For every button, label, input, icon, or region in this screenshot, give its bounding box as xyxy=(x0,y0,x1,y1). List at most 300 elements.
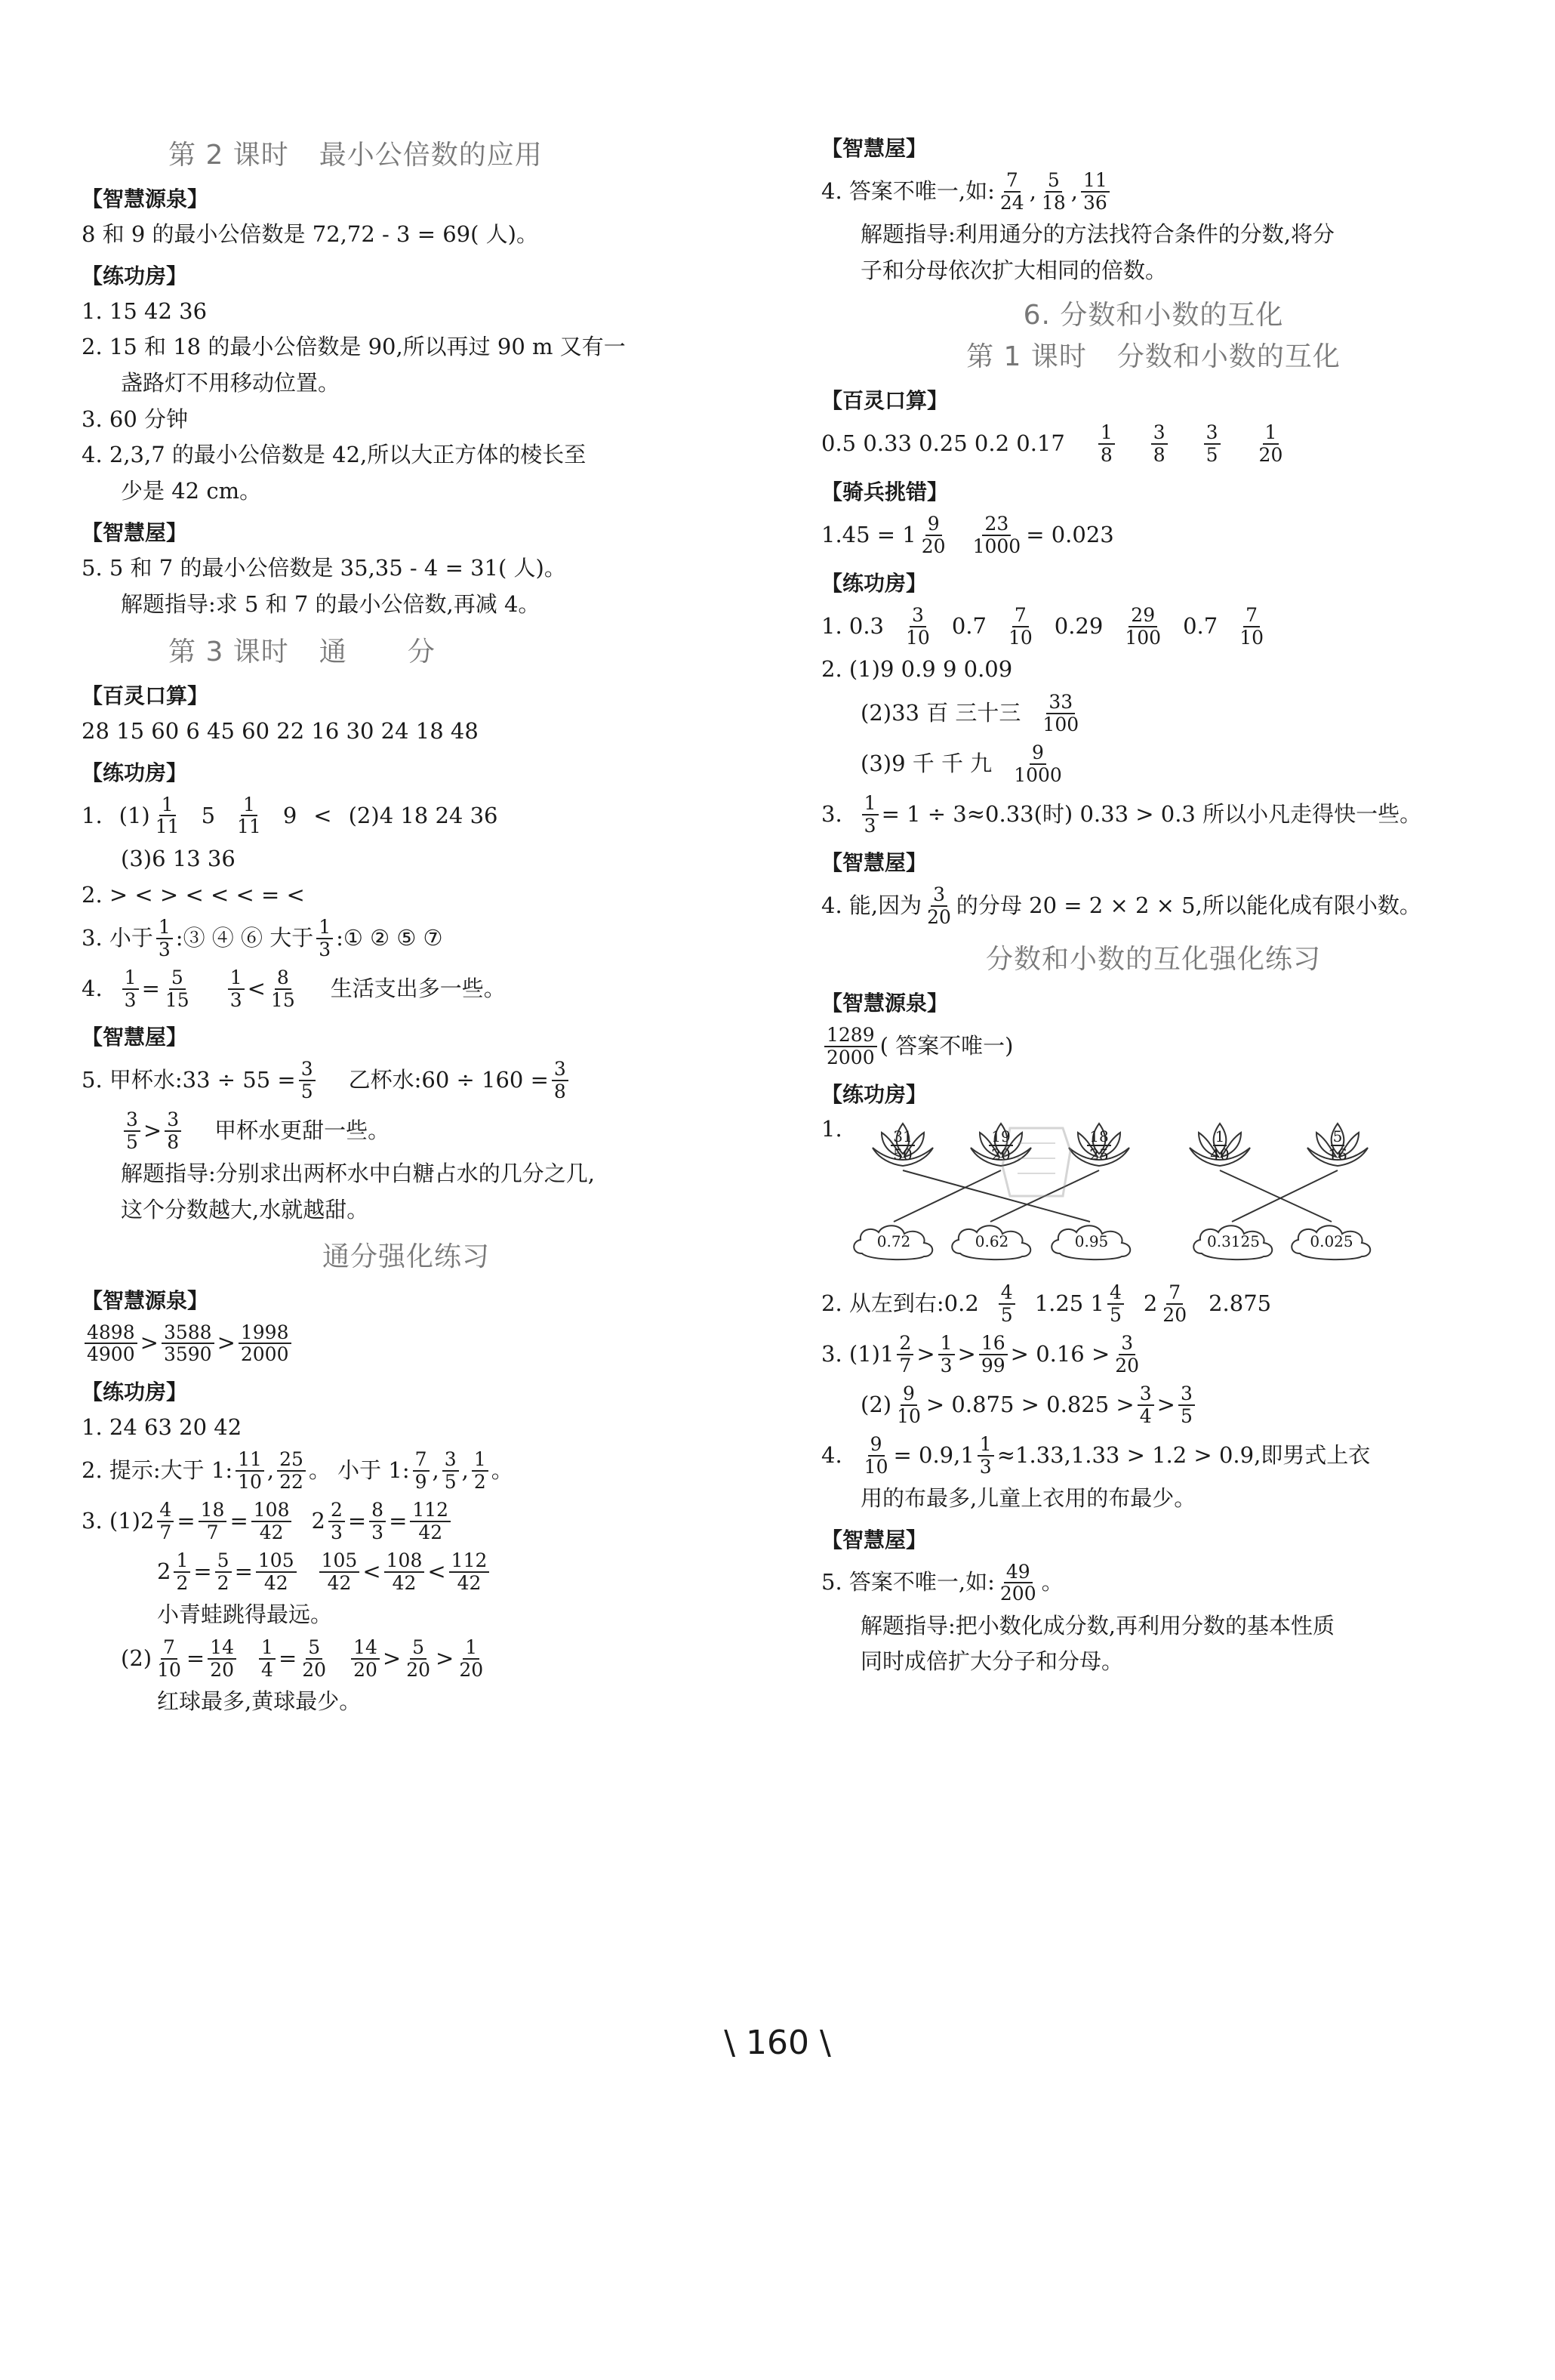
hint-line: 解题指导:把小数化成分数,再利用分数的基本性质 xyxy=(861,1612,1335,1639)
numerator: 1 xyxy=(316,917,333,939)
numerator: 5 xyxy=(410,1637,426,1660)
denominator: 16 xyxy=(1328,1145,1347,1164)
numerator: 112 xyxy=(449,1550,490,1573)
section-title-lesson-1 xyxy=(821,335,1486,374)
answer-line-q4 xyxy=(82,967,731,1010)
fraction xyxy=(1178,1383,1195,1426)
text: 甲杯水更甜一些。 xyxy=(214,1117,390,1143)
denominator: 18 xyxy=(1041,191,1066,214)
fraction xyxy=(228,967,245,1010)
fraction xyxy=(300,1637,328,1680)
fraction xyxy=(162,1322,214,1365)
numerator: 9 xyxy=(925,513,942,536)
text: 4. xyxy=(821,1441,842,1468)
numerator: 7 xyxy=(413,1449,430,1472)
denominator: 3 xyxy=(864,814,876,837)
numerator: 4 xyxy=(157,1500,174,1522)
fraction xyxy=(199,1500,227,1543)
denominator: 3 xyxy=(371,1521,384,1543)
cloud-decimal-5 xyxy=(1286,1220,1377,1262)
text: , xyxy=(461,1457,469,1483)
denominator: 10 xyxy=(906,626,930,649)
hint-line: 解题指导:求 5 和 7 的最小公倍数,再减 4。 xyxy=(121,590,540,617)
cloud-value: 0.025 xyxy=(1310,1232,1353,1251)
fraction xyxy=(328,1500,345,1543)
tag-zhihuiwu: 【智慧屋】 xyxy=(821,136,928,161)
text: < xyxy=(247,975,266,1001)
tag-liangongfang: 【练功房】 xyxy=(82,760,188,785)
fraction xyxy=(904,605,932,648)
text: > xyxy=(140,1330,159,1356)
denominator: 4900 xyxy=(87,1343,135,1366)
fraction xyxy=(1107,1282,1124,1325)
answer-line xyxy=(821,513,1486,556)
denominator: 15 xyxy=(270,988,295,1011)
numerator: 5 xyxy=(1045,170,1062,193)
answer-line xyxy=(82,1449,731,1492)
fraction xyxy=(999,1282,1015,1325)
text: (2)4 18 24 36 xyxy=(348,802,498,828)
answer-line xyxy=(821,793,1486,836)
tag-zhihuiwu: 【智慧屋】 xyxy=(821,1527,928,1552)
denominator: 11 xyxy=(237,815,261,838)
numerator: 1 xyxy=(472,1449,488,1472)
cloud-value: 0.72 xyxy=(876,1232,911,1251)
fraction xyxy=(1098,422,1115,465)
numerator: 1 xyxy=(122,967,139,990)
denominator: 20 xyxy=(302,1658,327,1681)
answer-line xyxy=(82,1637,731,1680)
tag-zhihuiwu: 【智慧屋】 xyxy=(82,1025,188,1050)
fraction xyxy=(1204,422,1221,465)
fraction xyxy=(157,1500,174,1543)
denominator: 20 xyxy=(991,1145,1011,1164)
numerator: 1 xyxy=(159,794,176,817)
tag-bailing-kousuan: 【百灵口算】 xyxy=(821,388,949,414)
fraction xyxy=(404,1637,433,1680)
text: = xyxy=(193,1558,212,1584)
fraction xyxy=(1087,1128,1110,1163)
tag-qibing-tiaocuo: 【骑兵挑错】 xyxy=(821,479,949,505)
numerator: 3 xyxy=(165,1109,181,1132)
fraction xyxy=(1326,1128,1349,1163)
fraction xyxy=(174,1550,190,1593)
denominator: 42 xyxy=(418,1521,443,1543)
denominator: 10 xyxy=(1239,626,1264,649)
denominator: 36 xyxy=(1082,191,1107,214)
section-title-lcm-application xyxy=(82,134,731,172)
answer-line xyxy=(821,692,1486,735)
denominator: 5 xyxy=(1000,1303,1013,1326)
text: 2. 从左到右:0.2 xyxy=(821,1290,979,1316)
cloud-value: 0.95 xyxy=(1074,1232,1109,1251)
numerator: 7 xyxy=(1243,605,1260,627)
numerator: 1 xyxy=(174,1550,190,1573)
fraction xyxy=(153,794,182,837)
answer-line: 3. 60 分钟 xyxy=(82,405,189,432)
denominator: 8 xyxy=(1100,443,1113,466)
numerator: 7 xyxy=(1166,1282,1183,1305)
text: 乙杯水:60 ÷ 160 = xyxy=(348,1066,549,1093)
fraction xyxy=(208,1637,236,1680)
denominator: 99 xyxy=(981,1354,1005,1377)
denominator: 7 xyxy=(206,1521,219,1543)
text: 5. 甲杯水:33 ÷ 55 = xyxy=(82,1066,296,1093)
link-line xyxy=(894,1170,1001,1222)
numerator: 2 xyxy=(897,1333,913,1355)
fraction xyxy=(239,1322,291,1365)
numerator: 3 xyxy=(1204,422,1221,445)
text: , xyxy=(432,1457,439,1483)
link-line xyxy=(1220,1170,1332,1222)
text: 2. 提示:大于 1: xyxy=(82,1457,233,1483)
denominator: 22 xyxy=(279,1470,303,1493)
answer-line xyxy=(82,1322,731,1365)
numerator: 8 xyxy=(275,967,291,990)
hint-line: 解题指导:分别求出两杯水中白糖占水的几分之几, xyxy=(121,1161,595,1187)
text: 4. 能,因为 xyxy=(821,892,922,918)
denominator: 2000 xyxy=(827,1046,875,1068)
numerator: 1 xyxy=(1098,422,1115,445)
numerator: 5 xyxy=(306,1637,322,1660)
denominator: 9 xyxy=(414,1470,427,1493)
text: < xyxy=(313,802,332,828)
denominator: 42 xyxy=(263,1571,288,1594)
text: (2) xyxy=(861,1391,892,1417)
fraction xyxy=(1237,605,1266,648)
numerator: 105 xyxy=(256,1550,297,1573)
numerator: 9 xyxy=(1030,742,1046,765)
fraction xyxy=(259,1637,276,1680)
denominator: 40 xyxy=(1210,1145,1230,1164)
denominator: 42 xyxy=(259,1521,284,1543)
fraction xyxy=(862,1434,891,1477)
numerator: 3 xyxy=(124,1109,140,1132)
hint-line: 解题指导:利用通分的方法找符合条件的分数,将分 xyxy=(861,221,1335,247)
answer-line: (3)6 13 36 xyxy=(121,845,236,871)
fraction xyxy=(457,1637,485,1680)
numerator: 108 xyxy=(251,1500,292,1522)
answer-line xyxy=(821,1282,1486,1325)
denominator: 1000 xyxy=(1014,763,1062,786)
denominator: 8 xyxy=(553,1080,566,1102)
tag-bailing-kousuan: 【百灵口算】 xyxy=(82,683,209,709)
denominator: 5 xyxy=(444,1470,457,1493)
text: < xyxy=(427,1558,446,1584)
numerator: 5 xyxy=(215,1550,232,1573)
answer-line xyxy=(821,742,1486,785)
text: = 0.9,1 xyxy=(893,1441,975,1468)
numerator: 1998 xyxy=(239,1322,291,1345)
text: 3. (1)1 xyxy=(821,1340,895,1367)
text: 2 xyxy=(1143,1290,1158,1316)
tag-zhihui-yuanquan: 【智慧源泉】 xyxy=(82,187,209,211)
text: (2) xyxy=(121,1645,152,1671)
numerator: 23 xyxy=(982,513,1011,536)
text: 。 小于 1: xyxy=(308,1457,410,1483)
numerator: 1 xyxy=(1213,1128,1227,1146)
title-lesson: 第 3 课时 xyxy=(168,637,289,668)
numerator: 18 xyxy=(199,1500,227,1522)
denominator: 15 xyxy=(165,988,189,1011)
numerator: 3588 xyxy=(162,1322,214,1345)
denominator: 1000 xyxy=(972,535,1021,557)
numerator: 11 xyxy=(1081,170,1110,193)
denominator: 5 xyxy=(126,1130,138,1153)
text: > xyxy=(916,1340,935,1367)
text: (3)9 千 千 九 xyxy=(861,750,993,776)
answer-line xyxy=(821,605,1486,648)
text: ( 答案不唯一) xyxy=(879,1032,1014,1059)
answer-line xyxy=(82,1109,731,1152)
fraction xyxy=(998,170,1027,213)
fraction xyxy=(410,1500,451,1543)
title-topic: 最小公倍数的应用 xyxy=(319,140,543,171)
fraction xyxy=(163,967,192,1010)
fraction xyxy=(155,1637,183,1680)
answer-line: 1. 15 42 36 xyxy=(82,298,208,324)
title-topic-a: 通 xyxy=(319,637,347,668)
numerator: 3 xyxy=(931,884,947,907)
numerator: 7 xyxy=(161,1637,177,1660)
fraction xyxy=(1151,422,1168,465)
numerator: 3 xyxy=(299,1059,316,1081)
text: 9 xyxy=(282,802,297,828)
answer-line: 4. 2,3,7 的最小公倍数是 42,所以大正方体的棱长至 xyxy=(82,442,587,468)
denominator: 5 xyxy=(1206,443,1218,466)
answer-line xyxy=(821,1025,1486,1068)
denominator: 20 xyxy=(459,1658,484,1681)
fraction xyxy=(277,1449,306,1492)
text: :① ② ⑤ ⑦ xyxy=(336,924,443,951)
answer-line: 8 和 9 的最小公倍数是 72,72 - 3 = 69( 人)。 xyxy=(82,221,538,247)
matching-diagram xyxy=(821,1116,1486,1275)
numerator: 7 xyxy=(1012,605,1029,627)
cloud-decimal-1 xyxy=(848,1220,939,1262)
numerator: 4 xyxy=(999,1282,1015,1305)
lotus-fraction-5 xyxy=(1301,1119,1374,1172)
numerator: 9 xyxy=(868,1434,885,1457)
denominator: 20 xyxy=(921,535,946,557)
numerator: 1 xyxy=(241,794,257,817)
text: = 0.023 xyxy=(1026,522,1114,548)
denominator: 2000 xyxy=(240,1343,289,1366)
denominator: 7 xyxy=(899,1354,912,1377)
numerator: 16 xyxy=(979,1333,1008,1355)
title-topic: 分数和小数的互化 xyxy=(1116,341,1341,373)
denominator: 42 xyxy=(457,1571,482,1594)
fraction xyxy=(897,1333,913,1376)
denominator: 3 xyxy=(979,1455,992,1478)
text: 2 xyxy=(311,1507,325,1534)
fraction xyxy=(299,1059,316,1102)
numerator: 4 xyxy=(1107,1282,1124,1305)
answer-line-q5 xyxy=(82,1059,731,1102)
title-lesson: 第 1 课时 xyxy=(966,341,1087,373)
answer-line-q1 xyxy=(82,794,731,837)
numerator: 25 xyxy=(277,1449,306,1472)
fraction xyxy=(316,917,333,960)
denominator: 8 xyxy=(1153,443,1165,466)
fraction xyxy=(156,917,173,960)
text: = xyxy=(234,1558,253,1584)
numerator: 18 xyxy=(1087,1128,1110,1146)
text: = xyxy=(141,975,160,1001)
denominator: 20 xyxy=(1115,1354,1140,1377)
text: > 0.875 > 0.825 > xyxy=(925,1391,1135,1417)
denominator: 4 xyxy=(1139,1404,1152,1427)
tag-liangongfang: 【练功房】 xyxy=(82,1379,188,1404)
denominator: 5 xyxy=(300,1080,313,1102)
denominator: 20 xyxy=(210,1658,235,1681)
fraction xyxy=(124,1109,140,1152)
denominator: 2 xyxy=(176,1571,189,1594)
fraction xyxy=(824,1025,877,1068)
section-title-conversion-practice: 分数和小数的互化强化练习 xyxy=(985,944,1321,976)
section-title-tongfen-practice: 通分强化练习 xyxy=(322,1241,490,1272)
lotus-fraction-1 xyxy=(867,1119,939,1172)
text: 。 xyxy=(491,1457,513,1483)
text: , xyxy=(1070,177,1078,204)
answer-line xyxy=(821,1434,1486,1477)
numerator: 5 xyxy=(169,967,186,990)
text: > 0.16 > xyxy=(1010,1340,1110,1367)
numerator: 112 xyxy=(410,1500,451,1522)
denominator: 10 xyxy=(1008,626,1033,649)
numerator: 1 xyxy=(938,1333,955,1355)
numerator: 19 xyxy=(989,1128,1012,1146)
fraction xyxy=(989,1128,1012,1163)
numerator: 3 xyxy=(442,1449,459,1472)
answer-line xyxy=(82,1550,731,1593)
denominator: 42 xyxy=(392,1571,417,1594)
numerator: 2 xyxy=(328,1500,345,1522)
denominator: 42 xyxy=(327,1571,352,1594)
fraction xyxy=(449,1550,490,1593)
numerator: 3 xyxy=(1151,422,1168,445)
denominator: 3 xyxy=(124,988,137,1011)
fraction xyxy=(1257,422,1286,465)
numerator: 8 xyxy=(369,1500,386,1522)
page-number: \ 160 \ xyxy=(724,2024,831,2062)
text: > xyxy=(382,1645,402,1671)
answer-line: 盏路灯不用移动位置。 xyxy=(121,370,340,396)
fraction xyxy=(319,1550,360,1593)
text: 0.7 xyxy=(951,613,987,640)
hint-line: 子和分母依次扩大相同的倍数。 xyxy=(861,257,1168,283)
numerator: 1 xyxy=(156,917,173,939)
denominator: 200 xyxy=(999,1583,1036,1605)
answer-line: 小青蛙跳得最远。 xyxy=(157,1602,333,1628)
denominator: 20 xyxy=(927,905,951,928)
answer-line: 28 15 60 6 45 60 22 16 30 24 18 48 xyxy=(82,718,479,745)
numerator: 1 xyxy=(259,1637,276,1660)
text: 2 xyxy=(157,1558,171,1584)
fraction xyxy=(384,1550,425,1593)
text: 。 xyxy=(1041,1569,1064,1595)
fraction xyxy=(256,1550,297,1593)
denominator: 3 xyxy=(229,988,242,1011)
tag-zhihui-yuanquan: 【智慧源泉】 xyxy=(82,1287,209,1313)
denominator: 25 xyxy=(1089,1145,1109,1164)
fraction xyxy=(1040,692,1081,735)
fraction xyxy=(235,794,263,837)
text: 1. 0.3 xyxy=(821,613,885,640)
answer-line xyxy=(821,1561,1486,1605)
denominator: 24 xyxy=(999,191,1024,214)
fraction xyxy=(442,1449,459,1492)
denominator: 50 xyxy=(893,1145,913,1164)
answer-line xyxy=(821,170,1486,213)
numerator: 1 xyxy=(463,1637,479,1660)
cloud-decimal-2 xyxy=(947,1220,1037,1262)
numerator: 31 xyxy=(891,1128,914,1146)
fraction xyxy=(1113,1333,1141,1376)
answer-line xyxy=(821,422,1486,465)
numerator: 105 xyxy=(319,1550,360,1573)
denominator: 10 xyxy=(157,1658,181,1681)
denominator: 4 xyxy=(261,1658,273,1681)
numerator: 108 xyxy=(384,1550,425,1573)
text: :③ ④ ⑥ 大于 xyxy=(175,924,314,951)
denominator: 3 xyxy=(158,938,171,960)
numerator: 4898 xyxy=(85,1322,137,1345)
denominator: 100 xyxy=(1042,713,1079,735)
fraction xyxy=(369,1500,386,1543)
link-line xyxy=(1232,1170,1338,1222)
denominator: 2 xyxy=(217,1571,229,1594)
denominator: 10 xyxy=(897,1404,921,1427)
text: = xyxy=(186,1645,205,1671)
tag-zhihuiwu: 【智慧屋】 xyxy=(821,850,928,876)
fraction xyxy=(1208,1128,1231,1163)
text: 5. 答案不唯一,如: xyxy=(821,1569,995,1595)
numerator: 3 xyxy=(910,605,926,627)
answer-line xyxy=(821,1333,1486,1376)
text: 4. 答案不唯一,如: xyxy=(821,177,995,204)
answer-line: 红球最多,黄球最少。 xyxy=(157,1688,362,1714)
title-topic-b: 分 xyxy=(407,637,436,668)
numerator: 1 xyxy=(862,793,879,815)
text: 3. (1) xyxy=(82,1507,140,1534)
denominator: 100 xyxy=(1125,626,1162,649)
text: = xyxy=(389,1507,408,1534)
numerator: 1 xyxy=(978,1434,994,1457)
numerator: 3 xyxy=(1138,1383,1154,1406)
cloud-value: 0.62 xyxy=(975,1232,1009,1251)
fraction xyxy=(413,1449,430,1492)
cloud-decimal-4 xyxy=(1188,1220,1279,1262)
numerator: 14 xyxy=(351,1637,380,1660)
text: = xyxy=(347,1507,367,1534)
denominator: 20 xyxy=(1162,1303,1187,1326)
cloud-decimal-3 xyxy=(1046,1220,1137,1262)
answer-line: 用的布最多,儿童上衣用的布最少。 xyxy=(861,1485,1196,1512)
fraction xyxy=(472,1449,488,1492)
answer-line xyxy=(821,884,1486,927)
numerator: 14 xyxy=(208,1637,236,1660)
fraction xyxy=(122,967,139,1010)
denominator: 20 xyxy=(1258,443,1283,466)
numerator: 29 xyxy=(1129,605,1157,627)
fraction xyxy=(938,1333,955,1376)
denominator: 8 xyxy=(167,1130,180,1153)
numerator: 3 xyxy=(1178,1383,1195,1406)
answer-line-q3 xyxy=(82,917,731,960)
text: (2)33 百 三十三 xyxy=(861,699,1021,726)
text: 2 xyxy=(140,1507,155,1534)
tag-zhihuiwu: 【智慧屋】 xyxy=(82,519,188,545)
